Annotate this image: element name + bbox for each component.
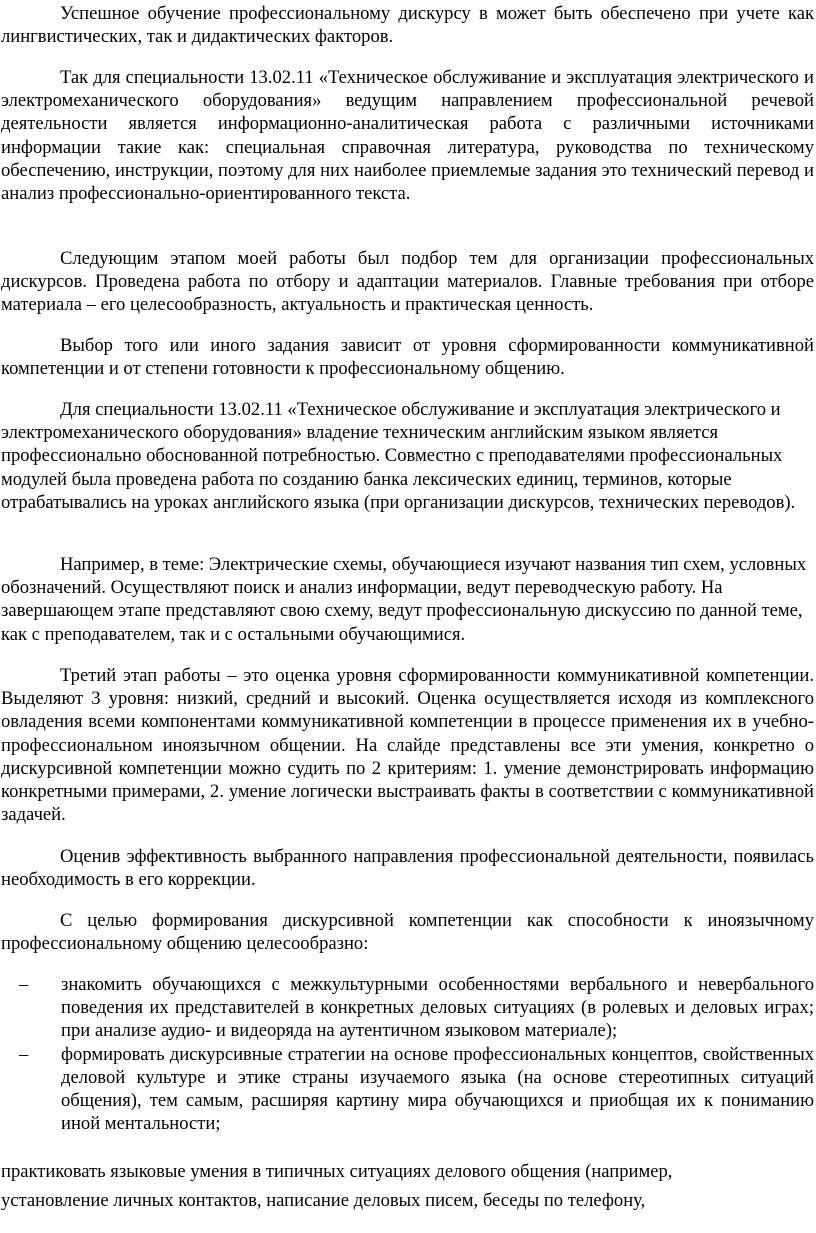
- paragraph-example: Например, в теме: Электрические схемы, обучающиеся изучают названия тип схем, условных обозначений. Осуществляют поиск и анализ информации, ведут переводческую работу. На завершающем этапе представляют свою схему, ведут профессиональную дискуссию по данной теме, как с преподавателем, так и с остальными обучающимися.: [1, 554, 807, 645]
- paragraph-goal: С целью формирования дискурсивной компетенции как способности к иноязычному профессиональному общению целесообразно:: [1, 910, 814, 955]
- trailing-line-1: практиковать языковые умения в типичных ситуациях делового общения (например,: [1, 1161, 673, 1182]
- paragraph-english-need: Для специальности 13.02.11 «Техническое обслуживание и эксплуатация электрического и электромеханического оборудования» владение техническим английским языком является профессионально обоснованной потребностью. Совместно с преподавателями профессиональных модулей была проведена работа по созданию банка лексических единиц, терминов, которые отрабатывались на уроках английского языка (при организации дискурсов, технических переводов).: [1, 399, 796, 513]
- paragraph-evaluation: Оценив эффективность выбранного направления профессиональной деятельности, появилась необходимость в его коррекции.: [1, 846, 814, 891]
- paragraph-topic-selection: Следующим этапом моей работы был подбор тем для организации профессиональных дискурсов. Проведена работа по отбору и адаптации материалов. Главные требования при отборе материала – его целесообразность, актуальность и практическая ценность.: [1, 248, 814, 316]
- list-item: [0, 1043, 814, 1136]
- bullet-dash: –: [19, 974, 29, 995]
- paragraph-specialty-direction: Так для специальности 13.02.11 «Техническое обслуживание и эксплуатация электрического и электромеханического оборудования» ведущим направлением профессиональной речевой деятельности является информационно-аналитическая работа с различными источниками информации такие как: специальная справочная литература, руководства по техническому обеспечению, инструкции, поэтому для них наиболее приемлемые задания это технический перевод и анализ профессионально-ориентированного текста.: [1, 67, 814, 205]
- paragraph-intro: Успешное обучение профессиональному дискурсу в может быть обеспечено при учете как лингвистических, так и дидактических факторов.: [1, 3, 814, 48]
- bullet-list: [0, 973, 814, 1135]
- paragraph-task-choice: Выбор того или иного задания зависит от уровня сформированности коммуникативной компетенции и от степени готовности к профессиональному общению.: [1, 335, 814, 380]
- list-item: [0, 973, 814, 1043]
- bullet-text: формировать дискурсивные стратегии на основе профессиональных концептов, свойственных деловой культуре и этике страны изучаемого языка (на основе стереотипных ситуаций общения), тем самым, расширяя картину мира обучающихся и приобщая их к пониманию иной ментальности;: [61, 1043, 814, 1135]
- paragraph-third-stage: Третий этап работы – это оценка уровня сформированности коммуникативной компетенции. Выделяют 3 уровня: низкий, средний и высокий. Оценка осуществляется исходя из комплексного овладения всеми компонентами коммуникативной компетенции в процессе применения их в учебно-профессиональном иноязычном общении. На слайде представлены все эти умения, конкретно о дискурсивной компетенции можно судить по 2 критериям: 1. умение демонстрировать информацию конкретными примерами, 2. умение логически выстраивать факты в соответствии с коммуникативной задачей.: [1, 665, 814, 826]
- trailing-line-2: установление личных контактов, написание деловых писем, беседы по телефону,: [1, 1190, 646, 1211]
- bullet-text: знакомить обучающихся с межкультурными особенностями вербального и невербального поведения их представителей в конкретных деловых ситуациях (в ролевых и деловых играх; при анализе аудио- и видеоряда на аутентичном языковом материале);: [61, 974, 814, 1042]
- bullet-dash: –: [19, 1043, 29, 1065]
